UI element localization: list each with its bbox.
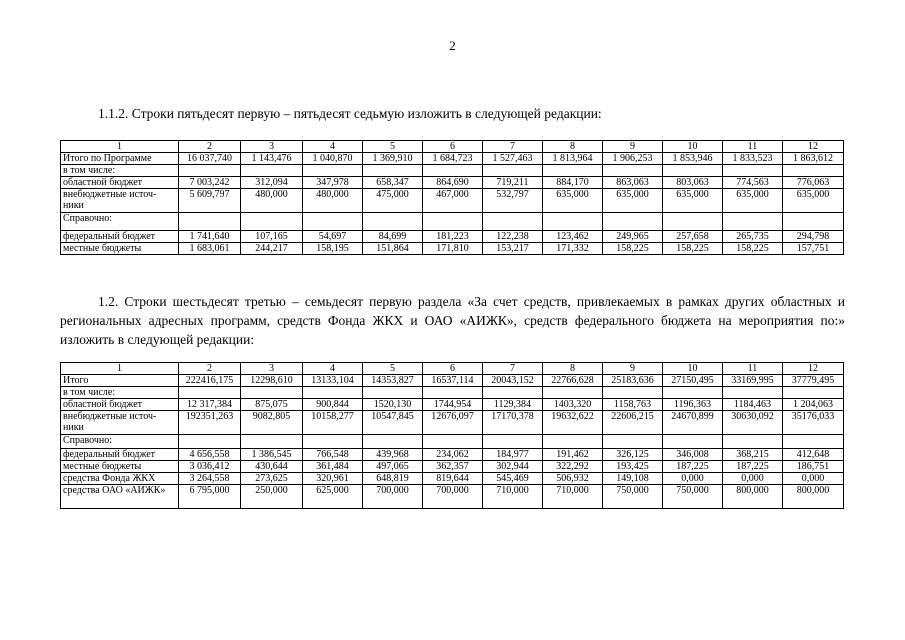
column-header: 7 [483, 363, 543, 375]
table-cell: 158,225 [723, 243, 783, 255]
table-cell [179, 165, 241, 177]
column-header: 3 [241, 141, 303, 153]
table-cell: 12298,610 [241, 375, 303, 387]
table-cell: 1403,320 [543, 399, 603, 411]
table-cell: 22766,628 [543, 375, 603, 387]
table-cell: 1196,363 [663, 399, 723, 411]
table-cell: 635,000 [723, 189, 783, 213]
table-attracted-funds [60, 362, 844, 509]
row-label: Справочно: [61, 435, 179, 449]
column-header: 11 [723, 141, 783, 153]
table-cell: 480,000 [241, 189, 303, 213]
table-cell: 184,977 [483, 449, 543, 461]
table-cell: 192351,263 [179, 411, 241, 435]
table-cell: 700,000 [363, 485, 423, 509]
table-cell: 273,625 [241, 473, 303, 485]
column-header: 5 [363, 363, 423, 375]
table-cell [783, 435, 844, 449]
table-cell: 1 741,640 [179, 231, 241, 243]
table-cell [483, 213, 543, 231]
table-cell: 123,462 [543, 231, 603, 243]
section2-heading: 1.2. Строки шестьдесят третью – семьдесят первую раздела «За счет средств, привлекаемых в рамках других областных и региональных адресных программ, средств Фонда ЖКХ и ОАО «АИЖК», средств федерального бюджета на мероприятия по:» изложить в следующей редакции: [60, 294, 845, 347]
table-cell: 368,215 [723, 449, 783, 461]
table-cell: 24670,899 [663, 411, 723, 435]
column-header: 10 [663, 363, 723, 375]
table-cell: 186,751 [783, 461, 844, 473]
table-cell: 774,563 [723, 177, 783, 189]
table-cell: 800,000 [723, 485, 783, 509]
row-label: средства Фонда ЖКХ [61, 473, 179, 485]
table-cell: 362,357 [423, 461, 483, 473]
table-cell: 625,000 [303, 485, 363, 509]
table-cell: 153,217 [483, 243, 543, 255]
table-row [61, 387, 844, 399]
table-cell: 635,000 [603, 189, 663, 213]
table-cell: 244,217 [241, 243, 303, 255]
table-cell: 710,000 [483, 485, 543, 509]
table-cell [241, 213, 303, 231]
table-cell: 171,332 [543, 243, 603, 255]
table-row [61, 485, 844, 509]
table-cell: 635,000 [663, 189, 723, 213]
table-cell: 803,063 [663, 177, 723, 189]
table-cell: 648,819 [363, 473, 423, 485]
table-row [61, 399, 844, 411]
table-cell: 347,978 [303, 177, 363, 189]
table-row [61, 213, 844, 231]
table-cell [543, 387, 603, 399]
table-cell [783, 165, 844, 177]
table-cell: 884,170 [543, 177, 603, 189]
table-cell: 234,062 [423, 449, 483, 461]
column-header: 9 [603, 141, 663, 153]
column-header: 12 [783, 141, 844, 153]
table-cell: 27150,495 [663, 375, 723, 387]
table-cell: 9082,805 [241, 411, 303, 435]
table-cell [179, 435, 241, 449]
table-cell: 171,810 [423, 243, 483, 255]
table-cell: 900,844 [303, 399, 363, 411]
table-cell [483, 435, 543, 449]
row-label: в том числе: [61, 165, 179, 177]
table-cell: 12 317,384 [179, 399, 241, 411]
table-cell: 412,648 [783, 449, 844, 461]
table-cell [603, 213, 663, 231]
column-header: 3 [241, 363, 303, 375]
table-cell: 193,425 [603, 461, 663, 473]
table-cell: 30630,092 [723, 411, 783, 435]
table-row [61, 231, 844, 243]
table-programme-totals [60, 140, 844, 255]
table-cell: 181,223 [423, 231, 483, 243]
column-header: 4 [303, 363, 363, 375]
table-row [61, 449, 844, 461]
table-cell: 1 906,253 [603, 153, 663, 165]
table-cell [363, 213, 423, 231]
table-cell: 710,000 [543, 485, 603, 509]
table-cell: 320,961 [303, 473, 363, 485]
column-header: 1 [61, 363, 179, 375]
table-cell: 250,000 [241, 485, 303, 509]
table-cell: 1744,954 [423, 399, 483, 411]
column-header: 8 [543, 141, 603, 153]
table-cell [663, 165, 723, 177]
table-cell: 430,644 [241, 461, 303, 473]
table-cell: 800,000 [783, 485, 844, 509]
table-cell [663, 435, 723, 449]
table-cell: 532,797 [483, 189, 543, 213]
column-header: 4 [303, 141, 363, 153]
table-row [61, 165, 844, 177]
table-cell [303, 435, 363, 449]
row-label: средства ОАО «АИЖК» [61, 485, 179, 509]
table-cell: 14353,827 [363, 375, 423, 387]
table-row [61, 461, 844, 473]
column-header: 11 [723, 363, 783, 375]
table-cell [423, 165, 483, 177]
row-label: федеральный бюджет [61, 449, 179, 461]
table-cell: 750,000 [663, 485, 723, 509]
table-cell: 191,462 [543, 449, 603, 461]
table-cell: 545,469 [483, 473, 543, 485]
table-cell: 158,225 [663, 243, 723, 255]
table-cell: 249,965 [603, 231, 663, 243]
table-cell: 16 037,740 [179, 153, 241, 165]
table-cell: 0,000 [783, 473, 844, 485]
table-row [61, 153, 844, 165]
table-cell: 1 204,063 [783, 399, 844, 411]
table-cell: 700,000 [423, 485, 483, 509]
table-cell [363, 435, 423, 449]
table-cell: 1129,384 [483, 399, 543, 411]
table-row [61, 411, 844, 435]
table-cell [303, 213, 363, 231]
table-cell [663, 387, 723, 399]
table-cell [241, 387, 303, 399]
table-cell: 1 040,870 [303, 153, 363, 165]
table-cell [723, 213, 783, 231]
table-cell: 158,195 [303, 243, 363, 255]
table-cell: 506,932 [543, 473, 603, 485]
table-cell: 1 863,612 [783, 153, 844, 165]
table-cell: 1 369,910 [363, 153, 423, 165]
table-cell: 497,065 [363, 461, 423, 473]
table-cell: 25183,636 [603, 375, 663, 387]
column-header: 7 [483, 141, 543, 153]
column-header: 10 [663, 141, 723, 153]
table-cell [543, 435, 603, 449]
table-cell: 149,108 [603, 473, 663, 485]
table-header-row [61, 141, 844, 153]
table-cell: 1 143,476 [241, 153, 303, 165]
table-cell: 658,347 [363, 177, 423, 189]
table-cell [603, 387, 663, 399]
table-cell: 776,063 [783, 177, 844, 189]
row-label: Итого по Программе [61, 153, 179, 165]
table-cell: 439,968 [363, 449, 423, 461]
table-cell: 33169,995 [723, 375, 783, 387]
table-cell: 3 036,412 [179, 461, 241, 473]
table-cell: 265,735 [723, 231, 783, 243]
table-cell [663, 213, 723, 231]
table-cell [543, 165, 603, 177]
column-header: 8 [543, 363, 603, 375]
table-cell: 1 386,545 [241, 449, 303, 461]
table-cell [423, 213, 483, 231]
table-cell: 1520,130 [363, 399, 423, 411]
table-cell: 17170,378 [483, 411, 543, 435]
table-header-row [61, 363, 844, 375]
column-header: 2 [179, 363, 241, 375]
table-row [61, 177, 844, 189]
table-cell: 7 003,242 [179, 177, 241, 189]
table-cell: 819,644 [423, 473, 483, 485]
table-cell [543, 213, 603, 231]
section1-heading: 1.1.2. Строки пятьдесят первую – пятьдесят седьмую изложить в следующей редакции: [98, 106, 602, 121]
table-cell: 37779,495 [783, 375, 844, 387]
row-label: внебюджетные источ-ники [61, 411, 179, 435]
table-cell: 1184,463 [723, 399, 783, 411]
table-cell: 4 656,558 [179, 449, 241, 461]
table-cell: 719,211 [483, 177, 543, 189]
column-header: 6 [423, 363, 483, 375]
table-cell [303, 387, 363, 399]
row-label: местные бюджеты [61, 243, 179, 255]
table-cell: 257,658 [663, 231, 723, 243]
table-row [61, 435, 844, 449]
row-label: в том числе: [61, 387, 179, 399]
table-cell: 12676,097 [423, 411, 483, 435]
table-cell: 312,094 [241, 177, 303, 189]
table-cell: 187,225 [663, 461, 723, 473]
table-cell: 6 795,000 [179, 485, 241, 509]
table-cell: 766,548 [303, 449, 363, 461]
table-cell: 122,238 [483, 231, 543, 243]
table-cell: 1 813,964 [543, 153, 603, 165]
table-cell: 1 527,463 [483, 153, 543, 165]
column-header: 2 [179, 141, 241, 153]
table-cell [723, 165, 783, 177]
column-header: 9 [603, 363, 663, 375]
table-cell: 5 609,797 [179, 189, 241, 213]
table-cell: 635,000 [783, 189, 844, 213]
row-label: Справочно: [61, 213, 179, 231]
table-cell: 19632,622 [543, 411, 603, 435]
table-cell: 158,225 [603, 243, 663, 255]
table-cell: 875,075 [241, 399, 303, 411]
table-cell: 1 833,523 [723, 153, 783, 165]
table-cell: 3 264,558 [179, 473, 241, 485]
table-cell: 361,484 [303, 461, 363, 473]
table-cell: 1 853,946 [663, 153, 723, 165]
table-cell [483, 387, 543, 399]
table-cell [303, 165, 363, 177]
table-cell: 863,063 [603, 177, 663, 189]
table-cell: 467,000 [423, 189, 483, 213]
row-label: областной бюджет [61, 399, 179, 411]
table-row [61, 243, 844, 255]
column-header: 12 [783, 363, 844, 375]
table-cell [603, 435, 663, 449]
table-row [61, 189, 844, 213]
row-label: федеральный бюджет [61, 231, 179, 243]
row-label: местные бюджеты [61, 461, 179, 473]
table-cell [179, 213, 241, 231]
table-cell: 16537,114 [423, 375, 483, 387]
row-label: областной бюджет [61, 177, 179, 189]
table-cell: 1 683,061 [179, 243, 241, 255]
column-header: 5 [363, 141, 423, 153]
table-cell [723, 435, 783, 449]
table-cell: 346,008 [663, 449, 723, 461]
table-cell [363, 387, 423, 399]
table-cell: 0,000 [723, 473, 783, 485]
table-cell [241, 165, 303, 177]
table-cell: 10158,277 [303, 411, 363, 435]
table-cell: 22606,215 [603, 411, 663, 435]
table-cell [363, 165, 423, 177]
table-cell [723, 387, 783, 399]
column-header: 1 [61, 141, 179, 153]
table-cell: 1 684,723 [423, 153, 483, 165]
table-cell: 0,000 [663, 473, 723, 485]
column-header: 6 [423, 141, 483, 153]
table-cell: 750,000 [603, 485, 663, 509]
table-cell: 35176,033 [783, 411, 844, 435]
table-cell: 635,000 [543, 189, 603, 213]
table-cell: 864,690 [423, 177, 483, 189]
page-number: 2 [449, 38, 456, 53]
table-cell [423, 435, 483, 449]
table-cell [423, 387, 483, 399]
table-row [61, 375, 844, 387]
table-cell: 294,798 [783, 231, 844, 243]
table-cell: 13133,104 [303, 375, 363, 387]
table-cell: 20043,152 [483, 375, 543, 387]
table-cell: 157,751 [783, 243, 844, 255]
table-cell [483, 165, 543, 177]
table-cell: 322,292 [543, 461, 603, 473]
table-row [61, 473, 844, 485]
table-cell: 480,000 [303, 189, 363, 213]
table-cell: 54,697 [303, 231, 363, 243]
table-cell [783, 213, 844, 231]
table-cell: 107,165 [241, 231, 303, 243]
table-cell: 222416,175 [179, 375, 241, 387]
table-cell: 475,000 [363, 189, 423, 213]
table-cell: 187,225 [723, 461, 783, 473]
row-label: Итого [61, 375, 179, 387]
table-cell: 1158,763 [603, 399, 663, 411]
table-cell: 302,944 [483, 461, 543, 473]
table-cell: 84,699 [363, 231, 423, 243]
row-label: внебюджетные источ-ники [61, 189, 179, 213]
table-cell: 151,864 [363, 243, 423, 255]
table-cell [241, 435, 303, 449]
table-cell [603, 165, 663, 177]
table-cell: 326,125 [603, 449, 663, 461]
table-cell [783, 387, 844, 399]
table-cell [179, 387, 241, 399]
table-cell: 10547,845 [363, 411, 423, 435]
